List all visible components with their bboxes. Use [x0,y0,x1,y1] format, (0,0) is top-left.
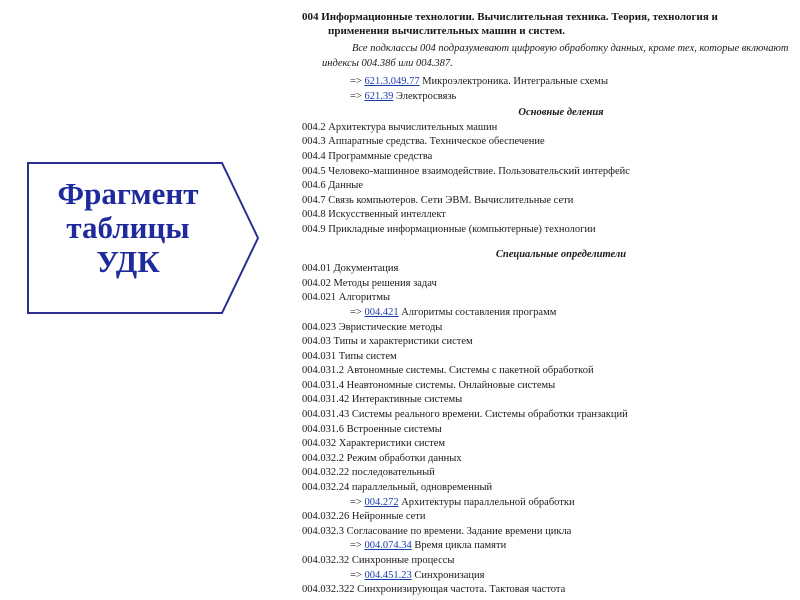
reference-text: Электросвязь [393,90,457,102]
reference-arrow: => [350,496,365,508]
udc-entry: 004.2 Архитектура вычислительных машин [302,121,498,133]
udc-entry: 004.9 Прикладные информационные (компьютерные) технологии [302,223,596,235]
udc-entry: 004.032.3 Согласование по времени. Задание времени цикла [302,525,572,537]
doc-scope-note: Все подклассы 004 подразумевают цифровую обработку данных, кроме тех, которые включают индексы 004.38б или 004.387. [322,43,789,69]
udc-entry: 004.031.43 Системы реального времени. Системы обработки транзакций [302,409,628,421]
udc-entry: 004.8 Искусственный интеллект [302,209,446,221]
reference-link[interactable]: 004.451.23 [364,569,412,581]
reference-arrow: => [350,90,365,102]
udc-entry: 004.032 Характеристики систем [302,438,446,450]
udc-entry: 004.031.6 Встроенные системы [302,423,442,435]
reference-line [302,306,790,321]
section-special-auxiliaries: Специальные определители [495,248,627,260]
reference-arrow: => [350,76,365,87]
udc-entry: 004.01 Документация [302,263,399,275]
udc-entry: 004.3 Аппаратные средства. Техническое обеспечение [302,136,545,148]
udc-entry: 004.5 Человеко-машинное взаимодействие. Пользовательский интерфейс [302,165,630,177]
udc-entry: 004.032.26 Нейронные сети [302,511,426,523]
callout-line-2: таблицы [66,210,190,245]
udc-entry: 004.031 Типы систем [302,350,397,362]
reference-link[interactable]: 621.3.049.77 [364,76,420,87]
reference-text: Алгоритмы составления программ [398,306,557,318]
reference-text: Микроэлектроника. Интегральные схемы [419,76,609,87]
reference-line [302,496,790,511]
doc-title-line-1: 004 Информационные технологии. Вычислительная техника. Теория, технология и [302,11,718,23]
doc-title [302,10,790,38]
reference-arrow: => [350,569,365,581]
udc-entry: 004.4 Программные средства [302,150,433,162]
udc-entry: 004.032.24 параллельный, одновременный [302,482,493,494]
reference-arrow: => [350,540,365,552]
reference-link[interactable]: 621.39 [364,90,394,102]
top-references [302,75,790,104]
udc-entry: 004.032.2 Режим обработки данных [302,452,462,464]
reference-line [302,539,790,554]
main-divisions-list [302,121,790,238]
udc-entry: 004.023 Эвристические методы [302,321,443,333]
reference-link[interactable]: 004.272 [364,496,399,508]
reference-link[interactable]: 004.074.34 [364,540,412,552]
doc-title-line-2: применения вычислительных машин и систем. [328,25,566,37]
reference-arrow: => [350,306,365,318]
reference-line [302,569,790,584]
reference-link[interactable]: 004.421 [364,306,399,318]
udc-entry: 004.021 Алгоритмы [302,292,391,304]
udc-table-fragment [302,10,790,598]
reference-line [302,90,790,105]
callout-line-3: УДК [96,244,160,279]
callout-line-1: Фрагмент [57,176,199,211]
reference-line [302,75,790,90]
special-auxiliaries-list [302,262,790,598]
udc-entry: 004.7 Связь компьютеров. Сети ЭВМ. Вычислительные сети [302,194,574,206]
udc-entry: 004.032.22 последовательный [302,467,435,479]
udc-entry: 004.03 Типы и характеристики систем [302,336,473,348]
reference-text: Архитектуры параллельной обработки [398,496,575,508]
udc-entry: 004.02 Методы решения задач [302,277,437,289]
udc-entry: 004.6 Данные [302,180,364,192]
udc-entry: 004.031.2 Автономные системы. Системы с пакетной обработкой [302,365,594,377]
reference-text: Синхронизация [411,569,485,581]
udc-entry: 004.032.322 Синхронизирующая частота. Тактовая частота [302,584,566,596]
callout-label [40,177,216,279]
section-main-divisions: Основные деления [518,107,604,119]
reference-text: Время цикла памяти [411,540,507,552]
udc-entry: 004.032.32 Синхронные процессы [302,555,455,566]
udc-entry: 004.031.42 Интерактивные системы [302,394,463,406]
udc-entry: 004.031.4 Неавтономные системы. Онлайновые системы [302,379,556,391]
